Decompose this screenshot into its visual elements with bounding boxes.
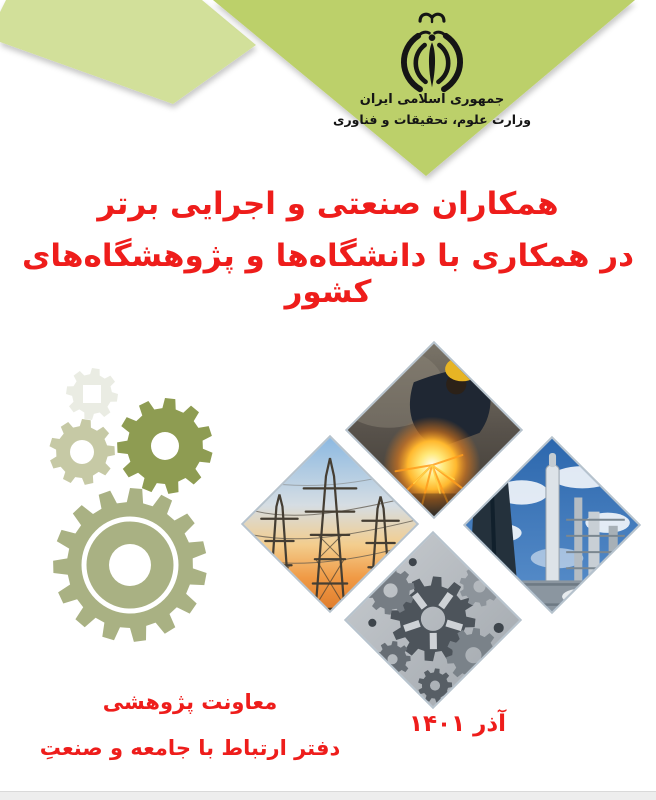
- issuing-office-block: [30, 690, 350, 760]
- title-line-2: در همکاری با دانشگاه‌ها و پژوهشگاه‌های کشور: [21, 238, 635, 310]
- publication-date: آذر ۱۴۰۱: [408, 711, 507, 737]
- title-line-1: همکاران صنعتی و اجرایی برتر: [97, 186, 559, 222]
- cover-title: [0, 186, 656, 310]
- bottom-page-strip: [0, 791, 656, 800]
- ministry-name: وزارت علوم، تحقیقات و فناوری: [332, 112, 532, 128]
- light-green-sheet: [0, 0, 256, 104]
- gov-name: جمهوری اسلامی ایران: [359, 92, 505, 107]
- dark-green-sheet: [213, 0, 635, 176]
- ministry-header-text: [312, 90, 552, 130]
- gears-artwork: [0, 356, 230, 656]
- dept-line-2: دفتر ارتباط با جامعه و صنعتِ: [39, 736, 341, 760]
- dept-line-1: معاونت پژوهشی: [102, 690, 278, 714]
